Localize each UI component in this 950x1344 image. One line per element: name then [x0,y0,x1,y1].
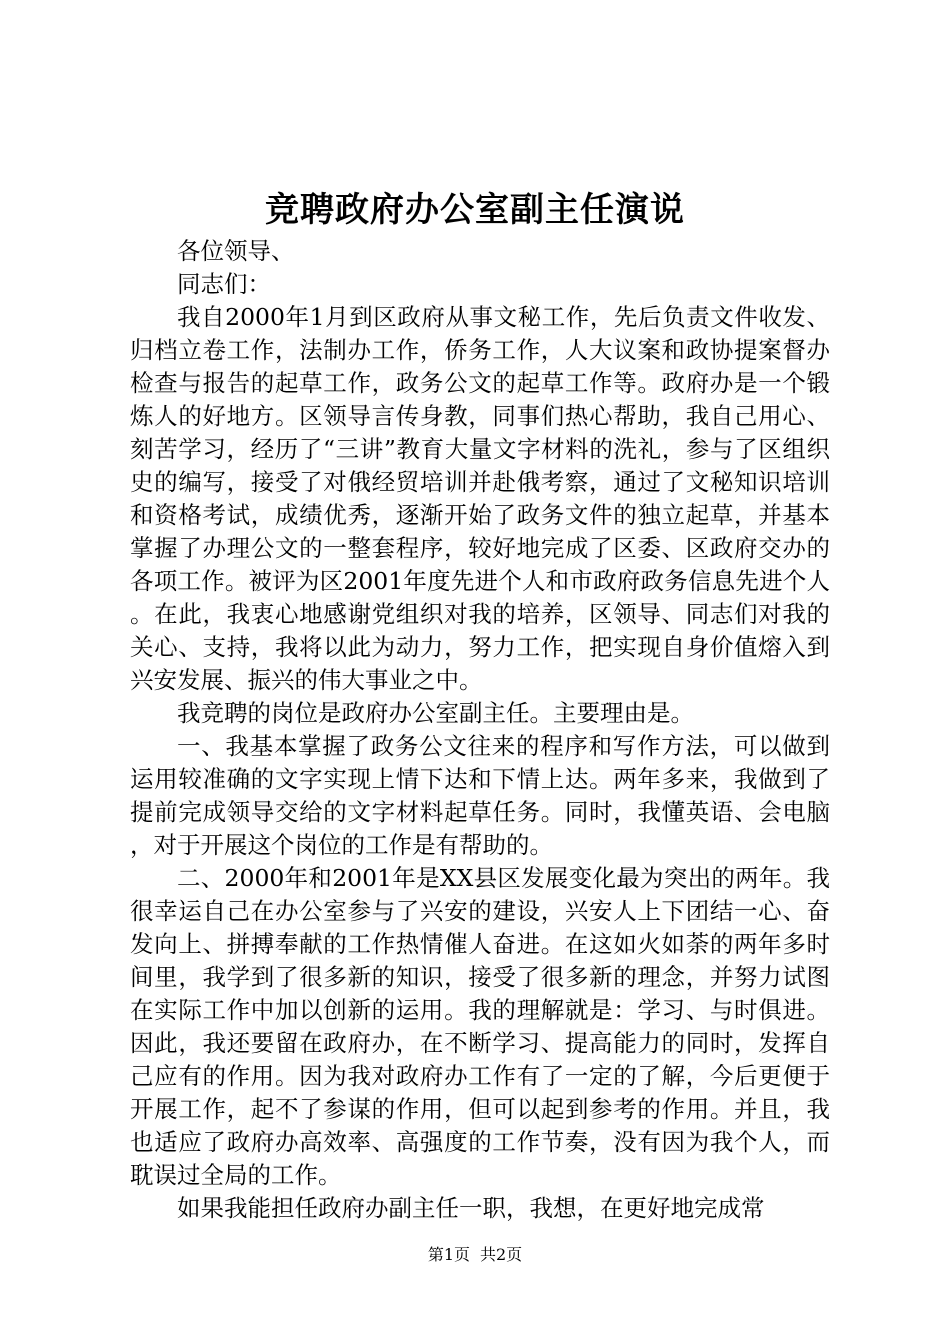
salutation-line-2: 同志们： [177,270,271,298]
page-footer [0,1243,950,1267]
document-title: 竞聘政府办公室副主任演说 [265,190,685,230]
paragraph-reason-2: 二、2000年和2001年是XX县区发展变化最为突出的两年。我很幸运自己在办公室参与了兴安的建设，兴安人上下团结一心、奋发向上、拼搏奉献的工作热情催人奋进。在这如火如荼的两年多时间里，我学到了很多新的知识，接受了很多新的理念，并努力试图在实际工作中加以创新的运用。我的理解就是：学习、与时俱进。因此，我还要留在政府办，在不断学习、提高能力的同时，发挥自己应有的作用。因为我对政府办工作有了一定的了解，今后更便于开展工作，起不了参谋的作用，但可以起到参考的作用。并且，我也适应了政府办高效率、高强度的工作节奏，没有因为我个人，而耽误过全局的工作。 [130,864,830,1189]
paragraph-background: 我自2000年1月到区政府从事文秘工作，先后负责文件收发、归档立卷工作，法制办工作，侨务工作，人大议案和政协提案督办检查与报告的起草工作，政务公文的起草工作等。政府办是一个锻炼人的好地方。区领导言传身教，同事们热心帮助，我自己用心、刻苦学习，经历了“三讲”教育大量文字材料的洗礼，参与了区组织史的编写，接受了对俄经贸培训并赴俄考察，通过了文秘知识培训和资格考试，成绩优秀，逐渐开始了政务文件的独立起草，并基本掌握了办理公文的一整套程序，较好地完成了区委、区政府交办的各项工作。被评为区2001年度先进个人和市政府政务信息先进个人。在此，我衷心地感谢党组织对我的培养，区领导、同志们对我的关心、支持，我将以此为动力，努力工作，把实现自身价值熔入到兴安发展、振兴的伟大事业之中。 [130,303,830,694]
paragraph-reason-1: 一、我基本掌握了政务公文往来的程序和写作方法，可以做到运用较准确的文字实现上情下达和下情上达。两年多来，我做到了提前完成领导交给的文字材料起草任务。同时，我懂英语、会电脑，对于开展这个岗位的工作是有帮助的。 [130,732,830,859]
page-total: 共2页 [480,1245,523,1264]
page-number: 第1页 [427,1245,470,1264]
salutation-line-1: 各位领导、 [177,237,295,265]
document-body [130,235,830,1225]
paragraph-position: 我竞聘的岗位是政府办公室副主任。主要理由是。 [177,699,694,727]
paragraph-closing: 如果我能担任政府办副主任一职，我想，在更好地完成常 [177,1194,765,1222]
